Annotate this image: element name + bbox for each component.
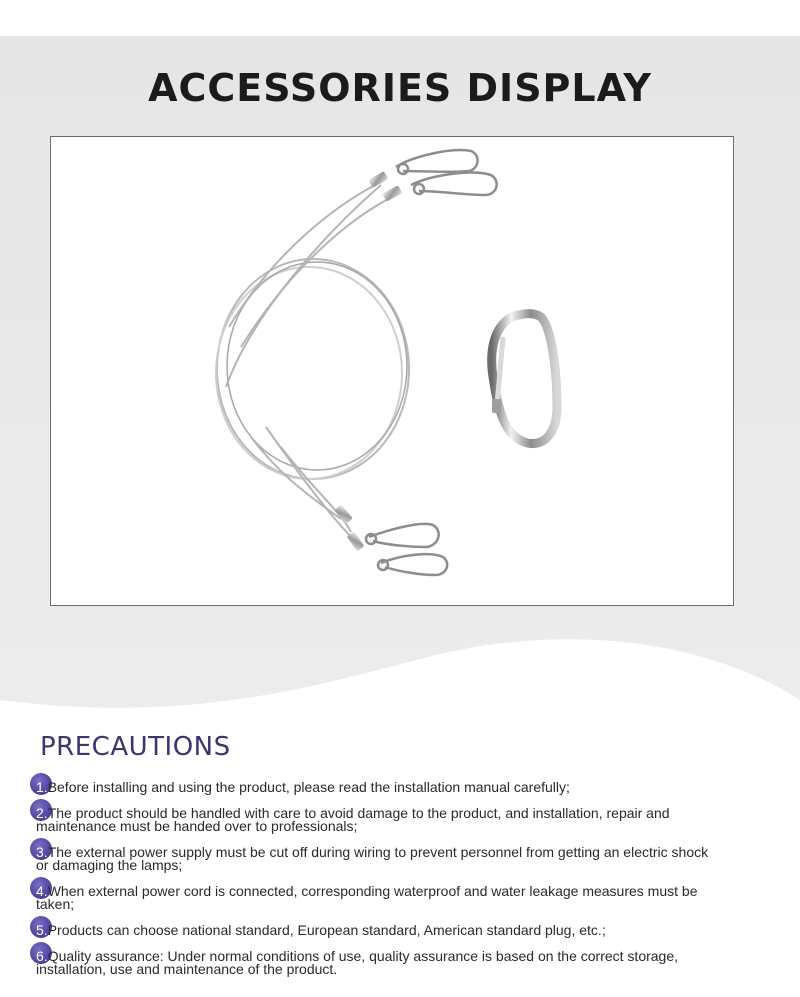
precaution-item-2 [36, 807, 716, 833]
precaution-number: 1. [36, 779, 48, 795]
precaution-sentence: The product should be handled with care to avoid damage to the product, and installation, repair and maintenance must be handed over to professionals; [36, 805, 670, 834]
precaution-text [36, 922, 606, 938]
precaution-item-6 [36, 950, 716, 976]
precautions-title: PRECAUTIONS [40, 732, 231, 762]
precaution-number: 2. [36, 805, 48, 821]
precaution-sentence: Before installing and using the product, please read the installation manual carefully; [47, 779, 570, 795]
precaution-item-4 [36, 885, 716, 911]
precaution-number: 6. [36, 948, 48, 964]
page-heading: ACCESSORIES DISPLAY [148, 66, 652, 110]
precaution-item-3 [36, 846, 716, 872]
precaution-sentence: Quality assurance: Under normal conditions of use, quality assurance is based on the correct storage, installation, use and maintenance of the product. [36, 948, 679, 977]
precaution-item-1 [36, 781, 716, 794]
precaution-text [36, 948, 678, 977]
precaution-text [36, 844, 708, 873]
precaution-sentence: Products can choose national standard, European standard, American standard plug, etc.; [47, 922, 606, 938]
precaution-text [36, 883, 697, 912]
precaution-sentence: The external power supply must be cut off during wiring to prevent personnel from getting an electric shock or damaging the lamps; [36, 844, 709, 873]
precaution-number: 3. [36, 844, 48, 860]
precaution-item-5 [36, 924, 716, 937]
precaution-sentence: When external power cord is connected, corresponding waterproof and water leakage measures must be taken; [36, 883, 698, 912]
precaution-number: 5. [36, 922, 48, 938]
precaution-text [36, 805, 670, 834]
precaution-text [36, 779, 570, 795]
precaution-number: 4. [36, 883, 48, 899]
